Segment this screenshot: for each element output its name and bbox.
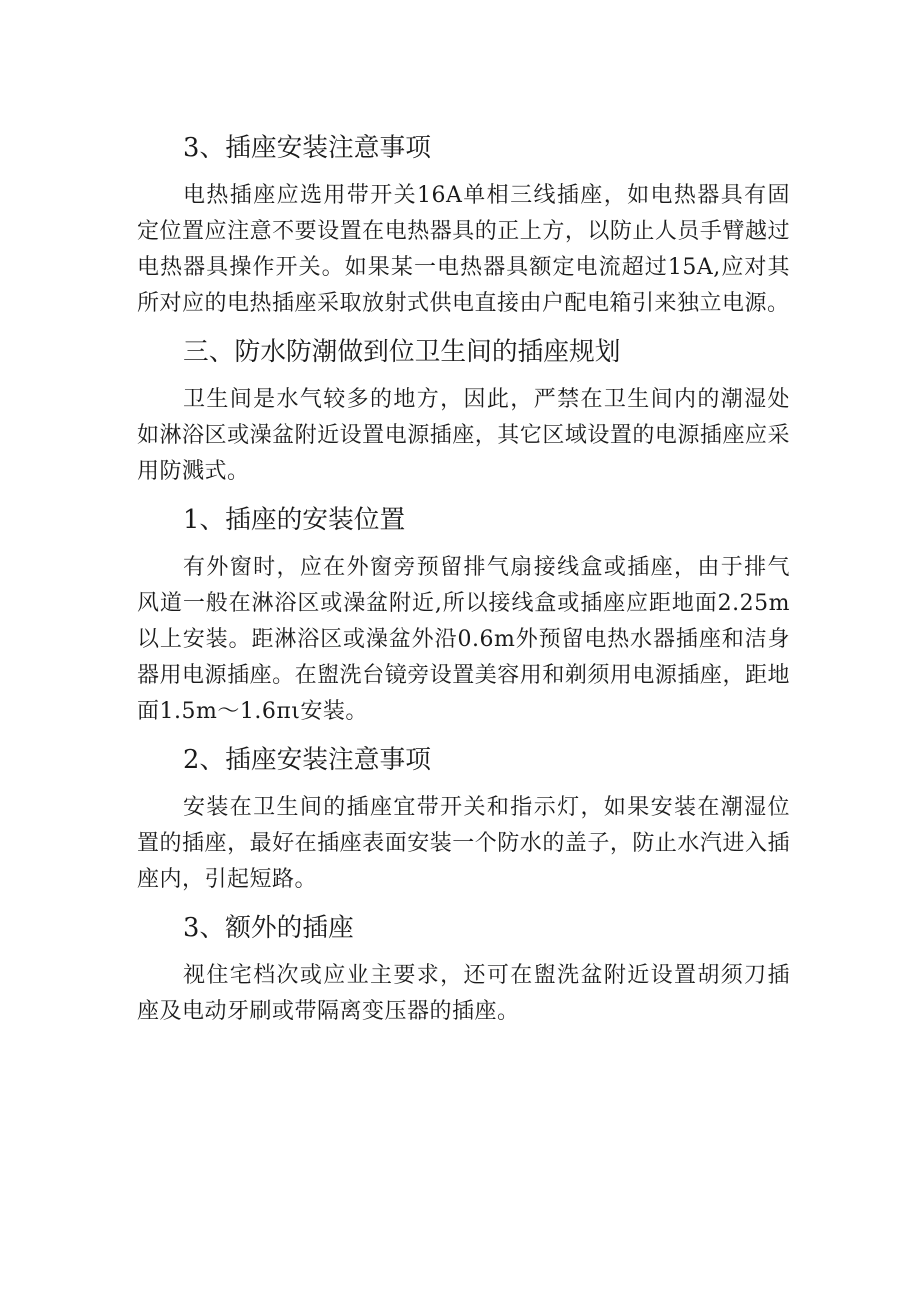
section-heading-install-notes: 2、插座安装注意事项 — [183, 745, 431, 775]
section-heading-install-location: 1、插座的安装位置 — [183, 505, 406, 535]
section-heading-extra-sockets: 3、额外的插座 — [183, 913, 354, 943]
paragraph-bathroom-moisture: 卫生间是水气较多的地方，因此，严禁在卫生间内的潮湿处如淋浴区或澡盆附近设置电源插座，其它区域设置的电源插座应采用防溅式。 — [137, 387, 790, 484]
section-heading-socket-notes: 3、插座安装注意事项 — [183, 133, 431, 163]
paragraph-electric-heater-sockets: 电热插座应选用带开关16A单相三线插座，如电热器具有固定位置应注意不要设置在电热器具的正上方，以防止人员手臂越过电热器具操作开关。如果某一电热器具额定电流超过15A,应对其所对应的电热插座采取放射式供电直接由户配电箱引来独立电源。 — [137, 183, 790, 316]
document-body — [137, 128, 790, 1030]
section-heading-bathroom-planning: 三、防水防潮做到位卫生间的插座规划 — [183, 337, 621, 367]
paragraph-install-notes: 安装在卫生间的插座宜带开关和指示灯，如果安装在潮湿位置的插座，最好在插座表面安装一个防水的盖子，防止水汽进入插座内，引起短路。 — [137, 795, 790, 892]
paragraph-extra-sockets: 视住宅档次或应业主要求，还可在盥洗盆附近设置胡须刀插座及电动牙刷或带隔离变压器的插座。 — [137, 963, 790, 1024]
paragraph-install-location: 有外窗时，应在外窗旁预留排气扇接线盒或插座，由于排气风道一般在淋浴区或澡盆附近,所以接线盒或插座应距地面2.25m以上安装。距淋浴区或澡盆外沿0.6m外预留电热水器插座和洁身器用电源插座。在盥洗台镜旁设置美容用和剃须用电源插座，距地面1.5m～1.6πι安装。 — [137, 555, 790, 724]
